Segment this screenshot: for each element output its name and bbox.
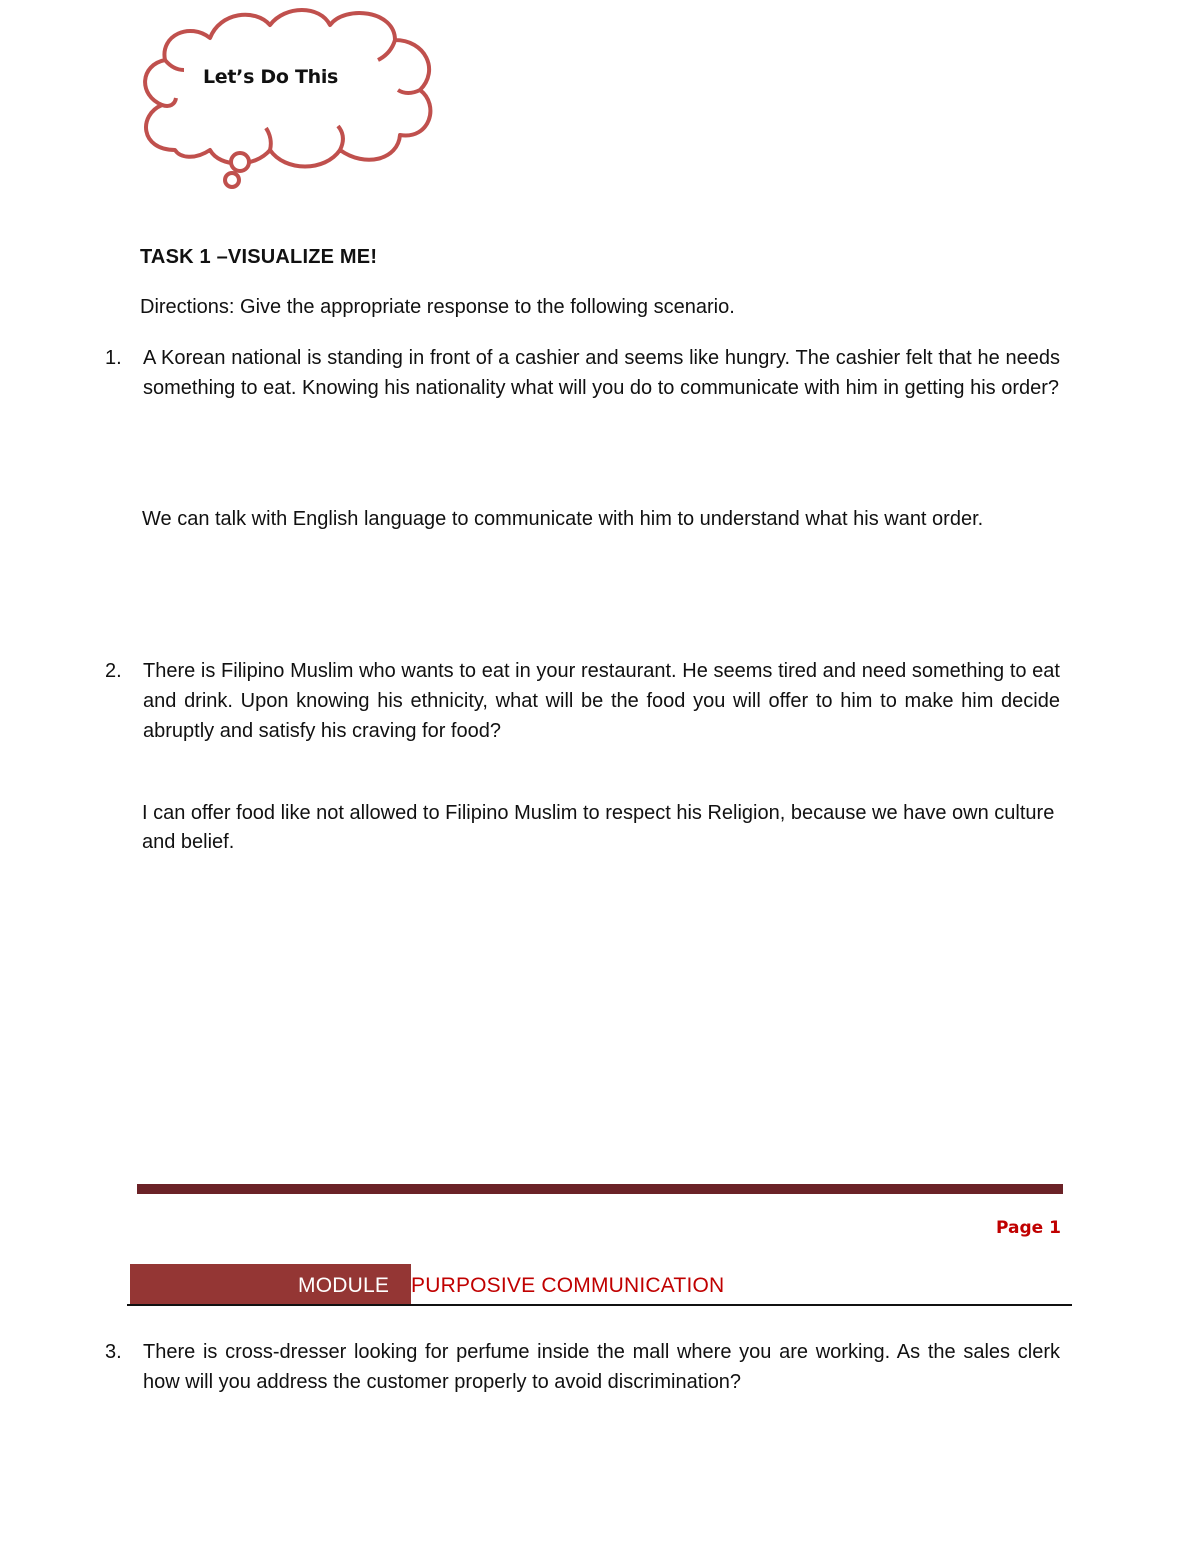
question-text: A Korean national is standing in front of a cashier and seems like hungry. The cashier felt that he needs something to eat. Knowing his nationality what will you do to communicate with him in getting his order? bbox=[143, 347, 1060, 399]
task-title: TASK 1 –VISUALIZE ME! bbox=[140, 246, 378, 268]
question-1 bbox=[105, 343, 1060, 403]
question-3 bbox=[105, 1337, 1060, 1397]
answer-2: I can offer food like not allowed to Filipino Muslim to respect his Religion, because we have own culture and belief. bbox=[142, 802, 1055, 853]
task-directions: Directions: Give the appropriate response to the following scenario. bbox=[140, 296, 735, 318]
question-2 bbox=[105, 656, 1060, 746]
question-number: 3. bbox=[105, 1341, 122, 1363]
module-title: PURPOSIVE COMMUNICATION bbox=[411, 1274, 725, 1297]
module-header-rule bbox=[127, 1304, 1072, 1306]
footer-rule bbox=[137, 1184, 1063, 1194]
question-number: 1. bbox=[105, 347, 122, 369]
question-text: There is Filipino Muslim who wants to eat in your restaurant. He seems tired and need something to eat and drink. Upon knowing his ethnicity, what will be the food you will offer to him to make him decide abruptly and satisfy his craving for food? bbox=[143, 660, 1060, 742]
cloud-label: Let’s Do This bbox=[203, 66, 339, 88]
thought-cloud-graphic bbox=[136, 0, 441, 195]
module-label: MODULE bbox=[298, 1274, 390, 1297]
answer-1: We can talk with English language to communicate with him to understand what his want order. bbox=[142, 508, 984, 530]
page-number: Page 1 bbox=[996, 1218, 1061, 1238]
question-number: 2. bbox=[105, 660, 122, 682]
question-text: There is cross-dresser looking for perfume inside the mall where you are working. As the sales clerk how will you address the customer properly to avoid discrimination? bbox=[143, 1341, 1060, 1393]
